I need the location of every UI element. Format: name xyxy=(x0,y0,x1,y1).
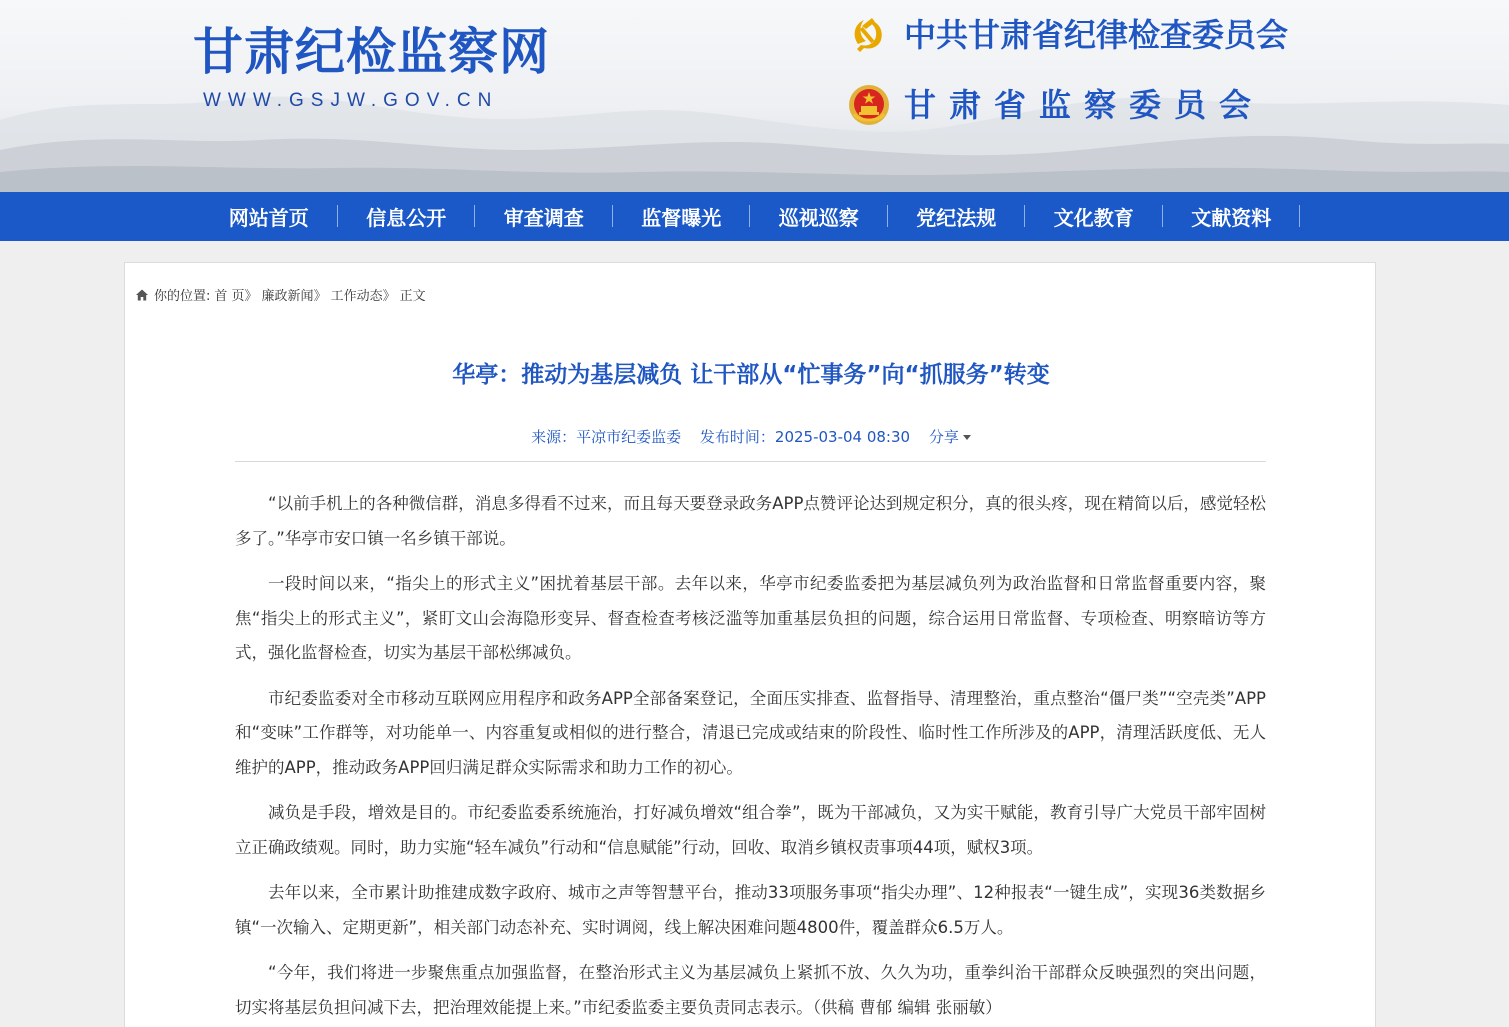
site-url: WWW.GSJW.GOV.CN xyxy=(203,90,499,111)
breadcrumb-home-link[interactable]: 首 页 xyxy=(214,289,245,304)
nav-item-regulations[interactable]: 党纪法规 xyxy=(888,192,1026,241)
nav-item-documents[interactable]: 文献资料 xyxy=(1163,192,1301,241)
share-label: 分享 xyxy=(928,428,959,446)
breadcrumb-current: 正文 xyxy=(399,289,426,304)
breadcrumb-subsection-link[interactable]: 工作动态 xyxy=(330,289,383,304)
article-paragraph: 市纪委监委对全市移动互联网应用程序和政务APP全部备案登记，全面压实排查、监督指导、清理整治，重点整治“僵尸类”“空壳类”APP和“变味”工作群等，对功能单一、内容重复或相似的进行整合，清退已完成或结束的阶段性、临时性工作所涉及的APP，清理活跃度低、无人维护的APP，推动政务APP回归满足群众实际需求和助力工作的初心。 xyxy=(235,688,1266,777)
main-nav xyxy=(0,192,1509,241)
article-paragraph: 一段时间以来，“指尖上的形式主义”困扰着基层干部。去年以来，华亭市纪委监委把为基层减负列为政治监督和日常监督重要内容，聚焦“指尖上的形式主义”，紧盯文山会海隐形变异、督查检查考核泛滥等加重基层负担的问题，综合运用日常监督、专项检查、明察暗访等方式，强化监督检查，切实为基层干部松绑减负。 xyxy=(235,574,1266,662)
nav-item-culture[interactable]: 文化教育 xyxy=(1025,192,1163,241)
article-title: 华亭：推动为基层减负 让干部从“忙事务”向“抓服务”转变 xyxy=(452,362,1050,388)
article-body xyxy=(235,487,1266,1027)
national-emblem-icon xyxy=(848,84,890,126)
nav-item-investigation[interactable]: 审查调查 xyxy=(475,192,613,241)
nav-item-home[interactable]: 网站首页 xyxy=(200,192,338,241)
article-paragraph: “以前手机上的各种微信群，消息多得看不过来，而且每天要登录政务APP点赞评论达到规定积分，真的很头疼，现在精简以后，感觉轻松多了。”华亭市安口镇一名乡镇干部说。 xyxy=(235,494,1266,548)
caret-down-icon xyxy=(963,435,971,440)
org-commission xyxy=(848,12,1288,58)
breadcrumb xyxy=(135,285,430,304)
breadcrumb-separator: 》 xyxy=(244,289,258,304)
nav-item-inspection[interactable]: 巡视巡察 xyxy=(750,192,888,241)
breadcrumb-section-link[interactable]: 廉政新闻 xyxy=(261,289,314,304)
article-source: 来源：平凉市纪委监委 xyxy=(531,428,682,446)
article-paragraph: 减负是手段，增效是目的。市纪委监委系统施治，打好减负增效“组合拳”，既为干部减负，又为实干赋能，教育引导广大党员干部牢固树立正确政绩观。同时，助力实施“轻车减负”行动和“信息赋能”行动，回收、取消乡镇权责事项44项，赋权3项。 xyxy=(235,803,1266,857)
article-meta xyxy=(125,426,1377,447)
org-supervision-text: 甘肃省监察委员会 xyxy=(904,86,1265,124)
header-banner xyxy=(0,0,1509,192)
nav-separator xyxy=(1299,205,1300,227)
breadcrumb-separator: 》 xyxy=(313,289,327,304)
nav-item-exposure[interactable]: 监督曝光 xyxy=(613,192,751,241)
nav-item-info[interactable]: 信息公开 xyxy=(338,192,476,241)
breadcrumb-separator: 》 xyxy=(382,289,396,304)
breadcrumb-label: 你的位置: xyxy=(154,289,211,304)
article-publish-time: 发布时间：2025-03-04 08:30 xyxy=(699,428,911,446)
share-button[interactable] xyxy=(929,428,971,446)
article-paragraph: 去年以来，全市累计助推建成数字政府、城市之声等智慧平台，推动33项服务事项“指尖办理”、12种报表“一键生成”，实现36类数据乡镇“一次输入、定期更新”，相关部门动态补充、实时调阅，线上解决困难问题4800件，覆盖群众6.5万人。 xyxy=(235,883,1266,937)
content-panel xyxy=(124,262,1376,1027)
title-divider xyxy=(235,461,1266,462)
article-paragraph: “今年，我们将进一步聚焦重点加强监督，在整治形式主义为基层减负上紧抓不放、久久为功，重拳纠治干部群众反映强烈的突出问题，切实将基层负担问减下去，把治理效能提上来。”市纪委监委主要负责同志表示。（供稿 曹郁 编辑 张丽敏） xyxy=(235,963,1266,1017)
party-emblem-icon xyxy=(848,14,890,56)
home-icon xyxy=(135,288,149,302)
org-supervision xyxy=(848,80,1288,130)
org-commission-text: 中共甘肃省纪律检查委员会 xyxy=(904,16,1289,54)
site-logo[interactable]: 甘肃纪检监察网 xyxy=(193,22,550,81)
